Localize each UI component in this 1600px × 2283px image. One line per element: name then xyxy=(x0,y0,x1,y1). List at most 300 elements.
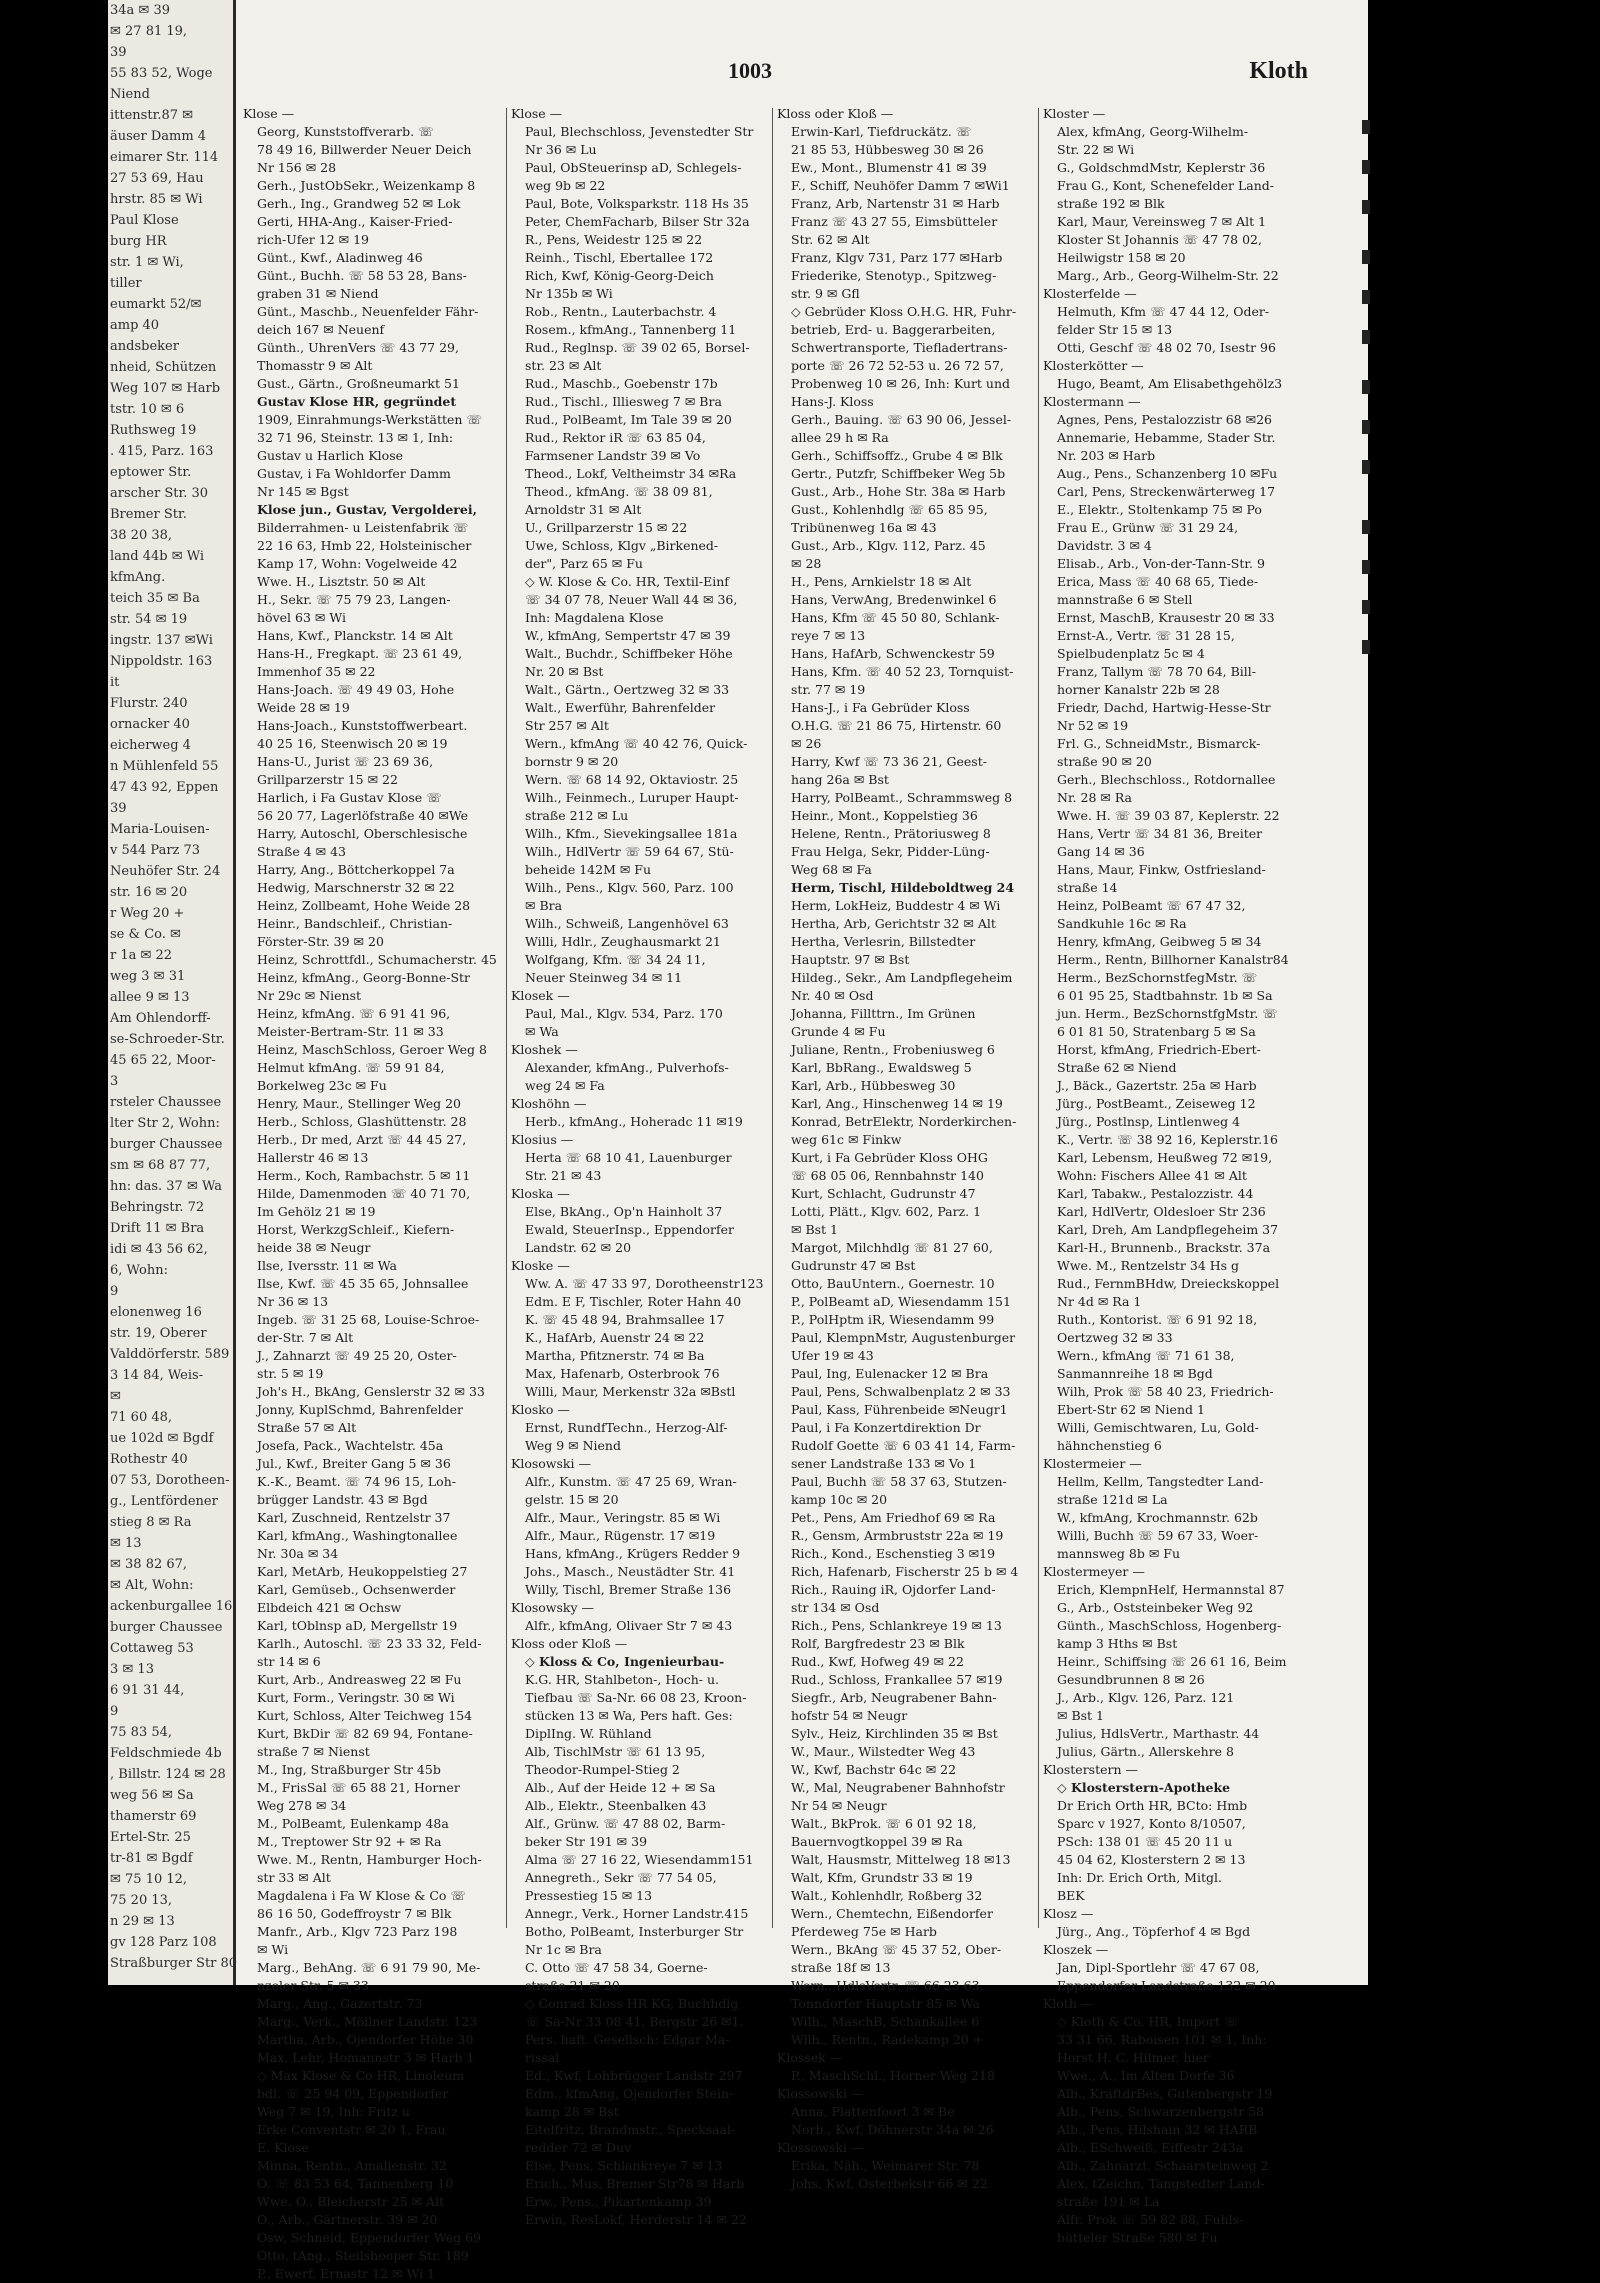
directory-entry: Karl, kfmAng., Washingtonallee xyxy=(257,1528,458,1543)
fragment-line: 6 91 31 44, xyxy=(110,1683,185,1698)
fragment-line: 47 43 92, Eppen xyxy=(110,780,219,795)
directory-entry: Sanmannreihe 18 ✉ Bgd xyxy=(1057,1366,1213,1381)
directory-entry: F., Schiff, Neuhöfer Damm 7 ✉Wi1 xyxy=(791,178,1010,193)
directory-entry: Nr 145 ✉ Bgst xyxy=(257,484,349,499)
directory-entry: ✉ Wi xyxy=(257,1942,289,1957)
directory-entry: Manfr., Arb., Klgv 723 Parz 198 xyxy=(257,1924,458,1939)
directory-entry: Erika, Näh., Weimarer Str. 78 xyxy=(791,2158,980,2173)
edge-mark xyxy=(1362,420,1370,434)
surname-heading: Klosek — xyxy=(511,988,570,1003)
directory-entry: Gust., Arb., Hohe Str. 38a ✉ Harb xyxy=(791,484,1006,499)
directory-entry: J., Zahnarzt ☏ 49 25 20, Oster- xyxy=(257,1348,457,1363)
surname-heading: Klosz — xyxy=(1043,1906,1094,1921)
directory-entry: DiplIng. W. Rühland xyxy=(525,1726,652,1741)
fragment-line: thamerstr 69 xyxy=(110,1809,197,1824)
directory-entry: Wilh., Schweiß, Langenhövel 63 xyxy=(525,916,729,931)
directory-entry: Paul, Ing, Eulenacker 12 ✉ Bra xyxy=(791,1366,989,1381)
directory-entry: Heinz, kfmAng. ☏ 6 91 41 96, xyxy=(257,1006,451,1021)
directory-entry: Paul, Pens, Schwalbenplatz 2 ✉ 33 xyxy=(791,1384,1011,1399)
directory-entry: Alfr., kfmAng, Olivaer Str 7 ✉ 43 xyxy=(525,1618,733,1633)
directory-entry: Else, BkAng., Op'n Hainholt 37 xyxy=(525,1204,723,1219)
directory-entry: Hallerstr 46 ✉ 13 xyxy=(257,1150,369,1165)
directory-entry: Konrad, BetrElektr, Norderkirchen- xyxy=(791,1114,1017,1129)
surname-heading: Klosterfelde — xyxy=(1043,286,1137,301)
directory-entry: allee 29 h ✉ Ra xyxy=(791,430,889,445)
directory-entry: Hugo, Beamt, Am Elisabethgehölz3 xyxy=(1057,376,1283,391)
directory-entry: Osw, Schneid, Eppendorfer Weg 69 xyxy=(257,2230,481,2245)
directory-entry: Uwe, Schloss, Klgv „Birkened- xyxy=(525,538,719,553)
directory-entry: Paul, Mal., Klgv. 534, Parz. 170 xyxy=(525,1006,723,1021)
directory-entry: Rud., Kwf, Hofweg 49 ✉ 22 xyxy=(791,1654,964,1669)
fragment-line: hrstr. 85 ✉ Wi xyxy=(110,192,203,207)
directory-entry: Eppendorfer Landstraße 132 ✉ 20 xyxy=(1057,1978,1276,1993)
directory-entry: P., MaschSchl., Horner Weg 218 xyxy=(791,2068,995,2083)
surname-heading: Klosowsky — xyxy=(511,1600,595,1615)
directory-entry: ◇ W. Klose & Co. HR, Textil-Einf xyxy=(525,574,729,589)
directory-entry: Gust., Kohlenhdlg ☏ 65 85 95, xyxy=(791,502,988,517)
directory-entry: hang 26a ✉ Bst xyxy=(791,772,889,787)
page-number: 1003 xyxy=(728,58,772,83)
fragment-line: ✉ 38 82 67, xyxy=(110,1557,188,1572)
fragment-line: tstr. 10 ✉ 6 xyxy=(110,402,185,417)
directory-entry: Alma ☏ 27 16 22, Wiesendamm151 xyxy=(525,1852,754,1867)
directory-entry: Gustav u Harlich Klose xyxy=(257,448,404,463)
directory-entry: Nr. 28 ✉ Ra xyxy=(1057,790,1132,805)
directory-entry: Hilde, Damenmoden ☏ 40 71 70, xyxy=(257,1186,471,1201)
directory-entry: stücken 13 ✉ Wa, Pers haft. Ges: xyxy=(525,1708,733,1723)
directory-entry: Rud., Rektor iR ☏ 63 85 04, xyxy=(525,430,706,445)
directory-entry: Hauptstr. 97 ✉ Bst xyxy=(791,952,910,967)
directory-entry: Walt, Hausmstr, Mittelweg 18 ✉13 xyxy=(791,1852,1011,1867)
directory-entry: Ewald, SteuerInsp., Eppendorfer xyxy=(525,1222,735,1237)
directory-entry: Gerh., Blechschloss., Rotdornallee xyxy=(1057,772,1276,787)
fragment-line: gv 128 Parz 108 xyxy=(110,1935,217,1950)
fragment-line: eimarer Str. 114 xyxy=(110,150,219,165)
fragment-line: ✉ 13 xyxy=(110,1536,142,1551)
directory-entry: straße 21 ✉ 20 xyxy=(525,1978,620,1993)
directory-entry: Gustav, i Fa Wohldorfer Damm xyxy=(257,466,451,481)
directory-entry: Frau E., Grünw ☏ 31 29 24, xyxy=(1057,520,1239,535)
directory-entry: Kurt, Arb., Andreasweg 22 ✉ Fu xyxy=(257,1672,462,1687)
directory-entry: ✉ Bst 1 xyxy=(791,1222,838,1237)
directory-entry: Kurt, Form., Veringstr. 30 ✉ Wi xyxy=(257,1690,455,1705)
directory-entry: Karl, BbRang., Ewaldsweg 5 xyxy=(791,1060,972,1075)
directory-entry: Arnoldstr 31 ✉ Alt xyxy=(525,502,642,517)
fragment-line: v 544 Parz 73 xyxy=(110,843,201,858)
fragment-line: 39 xyxy=(110,45,127,60)
surname-heading: Klostermeyer — xyxy=(1043,1564,1145,1579)
directory-entry: Ruth., Kontorist. ☏ 6 91 92 18, xyxy=(1057,1312,1258,1327)
directory-entry: Elisab., Arb., Von-der-Tann-Str. 9 xyxy=(1057,556,1265,571)
directory-entry: Heinz, MaschSchloss, Geroer Weg 8 xyxy=(257,1042,487,1057)
directory-entry: Probenweg 10 ✉ 26, Inh: Kurt und xyxy=(791,376,1011,391)
directory-entry: Else, Pens, Schlankreye 7 ✉ 13 xyxy=(525,2158,723,2173)
directory-entry: Annegreth., Sekr ☏ 77 54 05, xyxy=(525,1870,717,1885)
directory-entry: G., Arb., Oststeinbeker Weg 92 xyxy=(1057,1600,1254,1615)
directory-entry: Gerh., Schiffsoffz., Grube 4 ✉ Blk xyxy=(791,448,1003,463)
directory-entry: 6 01 81 50, Stratenbarg 5 ✉ Sa xyxy=(1057,1024,1256,1039)
directory-entry: Marg., BehAng. ☏ 6 91 79 90, Me- xyxy=(257,1960,481,1975)
directory-entry: Borkelweg 23c ✉ Fu xyxy=(257,1078,387,1093)
fragment-line: 07 53, Dorotheen- xyxy=(110,1473,230,1488)
directory-entry: Str. 22 ✉ Wi xyxy=(1057,142,1135,157)
directory-entry: Jürg., Postlnsp, Lintlenweg 4 xyxy=(1057,1114,1241,1129)
directory-entry: Wilh., MaschB, Schankallee 6 xyxy=(791,2014,980,2029)
directory-entry: Alb., Auf der Heide 12 + ✉ Sa xyxy=(525,1780,716,1795)
fragment-line: eumarkt 52/✉ xyxy=(110,297,202,312)
directory-entry: K.G. HR, Stahlbeton-, Hoch- u. xyxy=(525,1672,720,1687)
directory-entry: Nr 4d ✉ Ra 1 xyxy=(1057,1294,1142,1309)
fragment-line: , Billstr. 124 ✉ 28 xyxy=(110,1767,226,1782)
directory-entry: ✉ Wa xyxy=(525,1024,559,1039)
directory-entry: Ebert-Str 62 ✉ Niend 1 xyxy=(1057,1402,1205,1417)
fragment-line: äuser Damm 4 xyxy=(110,129,207,144)
directory-entry: Hans-J., i Fa Gebrüder Kloss xyxy=(791,700,970,715)
surname-heading: Kloske — xyxy=(511,1258,570,1273)
directory-entry: Rich, Kwf, König-Georg-Deich xyxy=(525,268,714,283)
previous-page-fragment xyxy=(108,0,236,1985)
directory-entry: Rich., Pens, Schlankreye 19 ✉ 13 xyxy=(791,1618,1002,1633)
directory-entry: Nr. 203 ✉ Harb xyxy=(1057,448,1156,463)
fragment-line: Neuhöfer Str. 24 xyxy=(110,864,221,879)
directory-entry: rich-Ufer 12 ✉ 19 xyxy=(257,232,369,247)
directory-entry: beker Str 191 ✉ 39 xyxy=(525,1834,648,1849)
directory-entry: R., Gensm, Armbruststr 22a ✉ 19 xyxy=(791,1528,1004,1543)
surname-heading: Klossowski — xyxy=(777,2140,864,2155)
directory-entry: Franz, Arb, Nartenstr 31 ✉ Harb xyxy=(791,196,1000,211)
directory-entry: Frau Helga, Sekr, Pidder-Lüng- xyxy=(791,844,990,859)
column-divider xyxy=(506,108,507,1928)
directory-entry: straße 121d ✉ La xyxy=(1057,1492,1168,1507)
directory-entry: Alb., Pens, Schwarzenbergstr 58 xyxy=(1057,2104,1265,2119)
directory-entry: K., HafArb, Auenstr 24 ✉ 22 xyxy=(525,1330,705,1345)
surname-heading: Kloth — xyxy=(1043,1996,1094,2011)
directory-entry: Willi, Maur, Merkenstr 32a ✉Bstl xyxy=(525,1384,736,1399)
directory-entry: ◇ Conrad Kloss HR KG, Buchhdlg xyxy=(525,1996,739,2011)
directory-entry: W., kfmAng, Krochmannstr. 62b xyxy=(1057,1510,1258,1525)
directory-entry: Wilh, Prok ☏ 58 40 23, Friedrich- xyxy=(1057,1384,1274,1399)
directory-entry: Rich., Kond., Eschenstieg 3 ✉19 xyxy=(791,1546,996,1561)
directory-entry: O. ☏ 83 53 64, Tannenberg 10 xyxy=(257,2176,454,2191)
directory-entry: straße 192 ✉ Blk xyxy=(1057,196,1165,211)
directory-entry: ☏ 68 05 06, Rennbahnstr 140 xyxy=(791,1168,984,1183)
fragment-line: 3 ✉ 13 xyxy=(110,1662,154,1677)
directory-entry: Günth., UhrenVers ☏ 43 77 29, xyxy=(257,340,459,355)
directory-entry: Herm., BezSchornstfegMstr. ☏ xyxy=(1057,970,1258,985)
fragment-line: Rothestr 40 xyxy=(110,1452,188,1467)
directory-entry: Wern. ☏ 68 14 92, Oktaviostr. 25 xyxy=(525,772,739,787)
fragment-line: tiller xyxy=(110,276,142,291)
directory-entry: Karl, tOblnsp aD, Mergellstr 19 xyxy=(257,1618,458,1633)
surname-heading: Klose — xyxy=(243,106,295,121)
directory-entry: H., Pens, Arnkielstr 18 ✉ Alt xyxy=(791,574,972,589)
directory-entry: Herb., Dr med, Arzt ☏ 44 45 27, xyxy=(257,1132,467,1147)
directory-entry: Str 257 ✉ Alt xyxy=(525,718,609,733)
directory-entry: Rudolf Goette ☏ 6 03 41 14, Farm- xyxy=(791,1438,1016,1453)
directory-entry: Willi, Buchh ☏ 59 67 33, Woer- xyxy=(1057,1528,1259,1543)
fragment-line: burg HR xyxy=(110,234,167,249)
directory-entry: Günth., MaschSchloss, Hogenberg- xyxy=(1057,1618,1282,1633)
directory-entry: Alb, TischlMstr ☏ 61 13 95, xyxy=(525,1744,706,1759)
fragment-line: 45 65 22, Moor- xyxy=(110,1053,216,1068)
fragment-line: 38 20 38, xyxy=(110,528,173,543)
fragment-line: Behringstr. 72 xyxy=(110,1200,205,1215)
directory-entry: weg 24 ✉ Fa xyxy=(525,1078,605,1093)
directory-entry: Walt., Gärtn., Oertzweg 32 ✉ 33 xyxy=(525,682,730,697)
directory-entry: Oertzweg 32 ✉ 33 xyxy=(1057,1330,1173,1345)
fragment-line: Straßburger Str 80 xyxy=(110,1956,238,1971)
directory-entry: Wwe., A., Im Alten Dorfe 36 xyxy=(1057,2068,1235,2083)
edge-mark xyxy=(1362,460,1370,474)
directory-entry: Förster-Str. 39 ✉ 20 xyxy=(257,934,384,949)
fragment-line: Maria-Louisen- xyxy=(110,822,210,837)
directory-entry: der", Parz 65 ✉ Fu xyxy=(525,556,643,571)
directory-entry: str. 5 ✉ 19 xyxy=(257,1366,324,1381)
fragment-line: 34a ✉ 39 xyxy=(110,3,170,18)
directory-entry: Thomasstr 9 ✉ Alt xyxy=(257,358,373,373)
directory-entry: Günt., Maschb., Neuenfelder Fähr- xyxy=(257,304,479,319)
directory-entry: Rud., PolBeamt, Im Tale 39 ✉ 20 xyxy=(525,412,732,427)
directory-entry: ✉ Bra xyxy=(525,898,563,913)
column-1 xyxy=(243,105,503,2281)
fragment-line: eptower Str. xyxy=(110,465,192,480)
directory-entry: U., Grillparzerstr 15 ✉ 22 xyxy=(525,520,688,535)
directory-entry: W., Mal, Neugrabener Bahnhofstr xyxy=(791,1780,1005,1795)
directory-entry: bütteler Straße 580 ✉ Fu xyxy=(1057,2230,1218,2245)
fragment-line: 39 xyxy=(110,801,127,816)
directory-entry: Straße 4 ✉ 43 xyxy=(257,844,347,859)
directory-entry: Farmsener Landstr 39 ✉ Vo xyxy=(525,448,701,463)
directory-entry: Josefa, Pack., Wachtelstr. 45a xyxy=(257,1438,444,1453)
directory-entry: Erw., Pens., Pikartenkamp 39 xyxy=(525,2194,712,2209)
directory-entry: Herb., Schloss, Glashüttenstr. 28 xyxy=(257,1114,467,1129)
directory-entry: jun. Herm., BezSchornstfgMstr. ☏ xyxy=(1057,1006,1278,1021)
directory-entry: 86 16 50, Godeffroystr 7 ✉ Blk xyxy=(257,1906,452,1921)
directory-entry: K.-K., Beamt. ☏ 74 96 15, Loh- xyxy=(257,1474,456,1489)
fragment-line: n 29 ✉ 13 xyxy=(110,1914,175,1929)
fragment-line: Am Ohlendorff- xyxy=(110,1011,211,1026)
directory-entry: Theod., kfmAng. ☏ 38 09 81, xyxy=(525,484,713,499)
directory-entry: 32 71 96, Steinstr. 13 ✉ 1, Inh: xyxy=(257,430,454,445)
directory-entry: Harlich, i Fa Gustav Klose ☏ xyxy=(257,790,442,805)
fragment-line: 3 14 84, Weis- xyxy=(110,1368,204,1383)
fragment-line: ✉ 27 81 19, xyxy=(110,24,188,39)
directory-entry: Gertr., Putzfr, Schiffbeker Weg 5b xyxy=(791,466,1006,481)
directory-entry: Herm., Koch, Rambachstr. 5 ✉ 11 xyxy=(257,1168,471,1183)
directory-entry: Paul, Kass, Führenbeide ✉Neugr1 xyxy=(791,1402,1008,1417)
directory-entry: Sandkuhle 16c ✉ Ra xyxy=(1057,916,1187,931)
directory-entry: Landstr. 62 ✉ 20 xyxy=(525,1240,632,1255)
directory-entry: M., Ing, Straßburger Str 45b xyxy=(257,1762,441,1777)
directory-entry: Rud., Schloss, Frankallee 57 ✉19 xyxy=(791,1672,1003,1687)
fragment-line: allee 9 ✉ 13 xyxy=(110,990,190,1005)
fragment-line: se & Co. ✉ xyxy=(110,927,181,942)
directory-entry: O., Arb., Gärtnerstr. 39 ✉ 20 xyxy=(257,2212,438,2227)
directory-entry: Hans, Kfm ☏ 45 50 80, Schlank- xyxy=(791,610,1000,625)
directory-entry: 21 85 53, Hübbesweg 30 ✉ 26 xyxy=(791,142,984,157)
directory-entry: Jan, Dipl-Sportlehr ☏ 47 67 08, xyxy=(1057,1960,1260,1975)
surname-heading: Kloster — xyxy=(1043,106,1106,121)
directory-entry: straße 7 ✉ Nienst xyxy=(257,1744,370,1759)
directory-entry: Wern., Chemtechn, Eißendorfer xyxy=(791,1906,993,1921)
directory-entry: ◇ Gebrüder Kloss O.H.G. HR, Fuhr- xyxy=(791,304,1017,319)
directory-entry: straße 90 ✉ 20 xyxy=(1057,754,1152,769)
directory-entry: Kurt, i Fa Gebrüder Kloss OHG xyxy=(791,1150,988,1165)
directory-entry: Weg 278 ✉ 34 xyxy=(257,1798,347,1813)
directory-entry: Paul, Buchh ☏ 58 37 63, Stutzen- xyxy=(791,1474,1007,1489)
directory-entry: W., Kwf, Bachstr 64c ✉ 22 xyxy=(791,1762,957,1777)
fragment-line: 71 60 48, xyxy=(110,1410,173,1425)
directory-entry: redder 72 ✉ Duv xyxy=(525,2140,632,2155)
edge-mark xyxy=(1362,330,1370,344)
fragment-line: burger Chaussee xyxy=(110,1137,223,1152)
directory-entry: Martha, Arb., Ojendorfer Höhe 30 xyxy=(257,2032,474,2047)
fragment-line: Weg 107 ✉ Harb xyxy=(110,381,221,396)
directory-entry: Rosem., kfmAng., Tannenberg 11 xyxy=(525,322,737,337)
directory-entry: Willy, Tischl, Bremer Straße 136 xyxy=(525,1582,732,1597)
directory-entry: heide 38 ✉ Neugr xyxy=(257,1240,371,1255)
edge-mark xyxy=(1362,250,1370,264)
directory-entry: 1909, Einrahmungs-Werkstätten ☏ xyxy=(257,412,483,427)
directory-entry: Jürg., PostBeamt., Zeiseweg 12 xyxy=(1057,1096,1256,1111)
directory-entry: Bilderrahmen- u Leistenfabrik ☏ xyxy=(257,520,469,535)
edge-mark xyxy=(1362,290,1370,304)
column-3 xyxy=(777,105,1035,2191)
directory-entry: Nr. 20 ✉ Bst xyxy=(525,664,604,679)
directory-entry: Wern., BkAng ☏ 45 37 52, Ober- xyxy=(791,1942,1002,1957)
directory-entry: Straße 57 ✉ Alt xyxy=(257,1420,357,1435)
directory-entry: Herm, LokHeiz, Buddestr 4 ✉ Wi xyxy=(791,898,1001,913)
directory-entry: J., Bäck., Gazertstr. 25a ✉ Harb xyxy=(1057,1078,1257,1093)
fragment-line: ackenburgallee 16 xyxy=(110,1599,233,1614)
directory-entry: Alfr. Prok ☏ 59 82 88, Fuhls- xyxy=(1057,2212,1244,2227)
directory-entry: Gerti, HHA-Ang., Kaiser-Fried- xyxy=(257,214,453,229)
directory-entry: Gesundbrunnen 8 ✉ 26 xyxy=(1057,1672,1205,1687)
surname-heading: Kloss oder Kloß — xyxy=(777,106,894,121)
directory-entry: Norb., Kwf, Döhnerstr 34a ✉ 26 xyxy=(791,2122,994,2137)
directory-entry: Karl, Arb., Hübbesweg 30 xyxy=(791,1078,956,1093)
directory-entry: M., FrisSal ☏ 65 88 21, Horner xyxy=(257,1780,460,1795)
directory-entry: P., PolBeamt aD, Wiesendamm 151 xyxy=(791,1294,1011,1309)
fragment-line: Ruthsweg 19 xyxy=(110,423,197,438)
fragment-line: . 415, Parz. 163 xyxy=(110,444,214,459)
directory-entry: Frau G., Kont, Schenefelder Land- xyxy=(1057,178,1274,193)
fragment-line: Feldschmiede 4b xyxy=(110,1746,222,1761)
directory-entry: Friedr, Dachd, Hartwig-Hesse-Str xyxy=(1057,700,1271,715)
fragment-line: andsbeker xyxy=(110,339,179,354)
directory-entry: O.H.G. ☏ 21 86 75, Hirtenstr. 60 xyxy=(791,718,1002,733)
directory-entry: Wern., kfmAng ☏ 71 61 38, xyxy=(1057,1348,1235,1363)
directory-entry: Martha, Pfitznerstr. 74 ✉ Ba xyxy=(525,1348,705,1363)
directory-entry: Heinr., Schiffsing ☏ 26 61 16, Beim xyxy=(1057,1654,1287,1669)
directory-entry: Ufer 19 ✉ 43 xyxy=(791,1348,874,1363)
directory-entry: Im Gehölz 21 ✉ 19 xyxy=(257,1204,376,1219)
directory-entry: Peter, ChemFacharb, Bilser Str 32a xyxy=(525,214,750,229)
directory-entry: Günt., Buchh. ☏ 58 53 28, Bans- xyxy=(257,268,467,283)
directory-entry: PSch: 138 01 ☏ 45 20 11 u xyxy=(1057,1834,1233,1849)
surname-heading: Klostermeier — xyxy=(1043,1456,1142,1471)
directory-entry: Edm. E F, Tischler, Roter Hahn 40 xyxy=(525,1294,742,1309)
directory-entry: deich 167 ✉ Neuenf xyxy=(257,322,385,337)
directory-entry: ✉ 26 xyxy=(791,736,822,751)
directory-entry: G., GoldschmdMstr, Keplerstr 36 xyxy=(1057,160,1266,175)
surname-heading: Klossowski — xyxy=(777,2086,864,2101)
directory-entry: Otto, BauUntern., Goernestr. 10 xyxy=(791,1276,995,1291)
directory-entry: Ww. A. ☏ 47 33 97, Dorotheenstr123 xyxy=(525,1276,764,1291)
directory-entry: Grillparzerstr 15 ✉ 22 xyxy=(257,772,398,787)
directory-entry: Alfr., Maur., Veringstr. 85 ✉ Wi xyxy=(525,1510,721,1525)
directory-entry: Harry, Kwf ☏ 73 36 21, Geest- xyxy=(791,754,987,769)
directory-entry: str. 23 ✉ Alt xyxy=(525,358,602,373)
directory-entry: Karl, Zuschneid, Rentzelstr 37 xyxy=(257,1510,451,1525)
fragment-line: it xyxy=(110,675,120,690)
directory-entry: nzeler Str. 5 ✉ 33 xyxy=(257,1978,369,1993)
directory-entry: Nr 29c ✉ Nienst xyxy=(257,988,362,1003)
directory-entry: Schwertransporte, Tiefladertrans- xyxy=(791,340,1008,355)
directory-entry: Wwe. M., Rentn, Hamburger Hoch- xyxy=(257,1852,482,1867)
directory-entry: Margot, Milchhdlg ☏ 81 27 60, xyxy=(791,1240,993,1255)
fragment-line: arscher Str. 30 xyxy=(110,486,209,501)
directory-entry: Erica, Mass ☏ 40 68 65, Tiede- xyxy=(1057,574,1259,589)
directory-entry: Gust., Gärtn., Großneumarkt 51 xyxy=(257,376,460,391)
directory-entry: Erwin-Karl, Tiefdruckätz. ☏ xyxy=(791,124,972,139)
directory-entry: Rud., Reglnsp. ☏ 39 02 65, Borsel- xyxy=(525,340,750,355)
directory-entry: Heilwigstr 158 ✉ 20 xyxy=(1057,250,1186,265)
edge-mark xyxy=(1362,600,1370,614)
directory-entry: kamp 28 ✉ Bst xyxy=(525,2104,619,2119)
directory-entry: Alb., Pens, Hilshain 32 ✉ HARB xyxy=(1057,2122,1258,2137)
directory-entry: Rud., Maschb., Goebenstr 17b xyxy=(525,376,718,391)
directory-entry: Kurt, Schloss, Alter Teichweg 154 xyxy=(257,1708,473,1723)
directory-entry: Julius, HdlsVertr., Marthastr. 44 xyxy=(1057,1726,1260,1741)
directory-entry: Kamp 17, Wohn: Vogelweide 42 xyxy=(257,556,458,571)
fragment-line: ingstr. 137 ✉Wi xyxy=(110,633,213,648)
directory-entry: Herm, Tischl, Hildeboldtweg 24 xyxy=(791,880,1015,895)
directory-entry: Annemarie, Hebamme, Stader Str. xyxy=(1057,430,1276,445)
directory-entry: Tiefbau ☏ Sa-Nr. 66 08 23, Kroon- xyxy=(525,1690,747,1705)
directory-entry: BEK xyxy=(1057,1888,1085,1903)
directory-entry: Heinr., Mont., Koppelstieg 36 xyxy=(791,808,978,823)
directory-entry: Hans-J. Kloss xyxy=(791,394,874,409)
directory-entry: sener Landstraße 133 ✉ Vo 1 xyxy=(791,1456,977,1471)
directory-entry: Walt., Ewerführ, Bahrenfelder xyxy=(525,700,716,715)
directory-entry: Paul, i Fa Konzertdirektion Dr xyxy=(791,1420,981,1435)
directory-entry: Gust., Arb., Klgv. 112, Parz. 45 xyxy=(791,538,986,553)
directory-entry: Sylv., Heiz, Kirchlinden 35 ✉ Bst xyxy=(791,1726,998,1741)
fragment-line: 9 xyxy=(110,1284,119,1299)
directory-entry: Pressestieg 15 ✉ 13 xyxy=(525,1888,653,1903)
fragment-line: Cottaweg 53 xyxy=(110,1641,194,1656)
fragment-line: land 44b ✉ Wi xyxy=(110,549,205,564)
fragment-line: eicherweg 4 xyxy=(110,738,191,753)
running-head: Kloth xyxy=(1249,58,1308,84)
directory-entry: Meister-Bertram-Str. 11 ✉ 33 xyxy=(257,1024,444,1039)
directory-entry: Klose jun., Gustav, Vergolderei, xyxy=(257,502,477,517)
directory-entry: Pferdeweg 75e ✉ Harb xyxy=(791,1924,937,1939)
directory-entry: Carl, Pens, Streckenwärterweg 17 xyxy=(1057,484,1276,499)
fragment-line: ue 102d ✉ Bgdf xyxy=(110,1431,214,1446)
directory-entry: Max, Hafenarb, Osterbrook 76 xyxy=(525,1366,720,1381)
directory-entry: Tonndorfer Hauptstr 85 ✉ Wa xyxy=(791,1996,980,2011)
fragment-line: burger Chaussee xyxy=(110,1620,223,1635)
directory-entry: Pers. haft. Gesellsch: Edgar Ma- xyxy=(525,2032,730,2047)
edge-mark xyxy=(1362,380,1370,394)
directory-entry: Karl, Ang., Hinschenweg 14 ✉ 19 xyxy=(791,1096,1003,1111)
directory-entry: Kloster St Johannis ☏ 47 78 02, xyxy=(1057,232,1262,247)
directory-entry: Hans, Maur, Finkw, Ostfriesland- xyxy=(1057,862,1266,877)
fragment-line: str. 54 ✉ 19 xyxy=(110,612,188,627)
directory-entry: Harry, PolBeamt., Schrammsweg 8 xyxy=(791,790,1013,805)
